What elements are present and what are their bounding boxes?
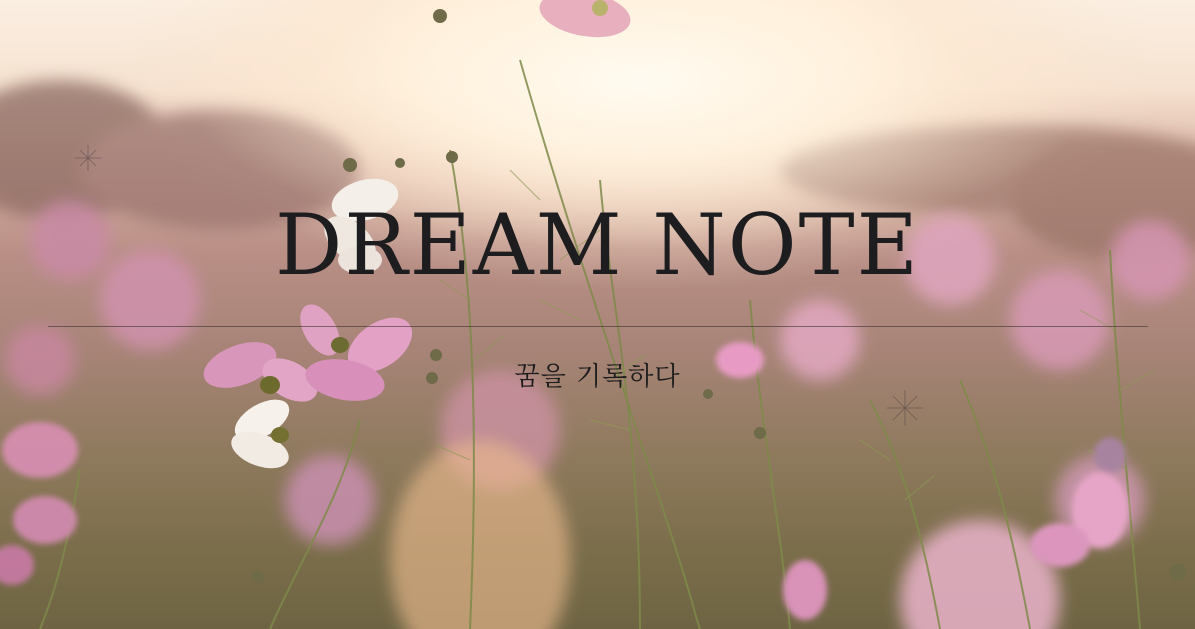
title-container <box>0 190 1195 300</box>
brand-title: DREAM NOTE <box>275 196 920 294</box>
title-divider <box>48 326 1148 327</box>
tagline: 꿈을 기록하다 <box>514 362 681 392</box>
